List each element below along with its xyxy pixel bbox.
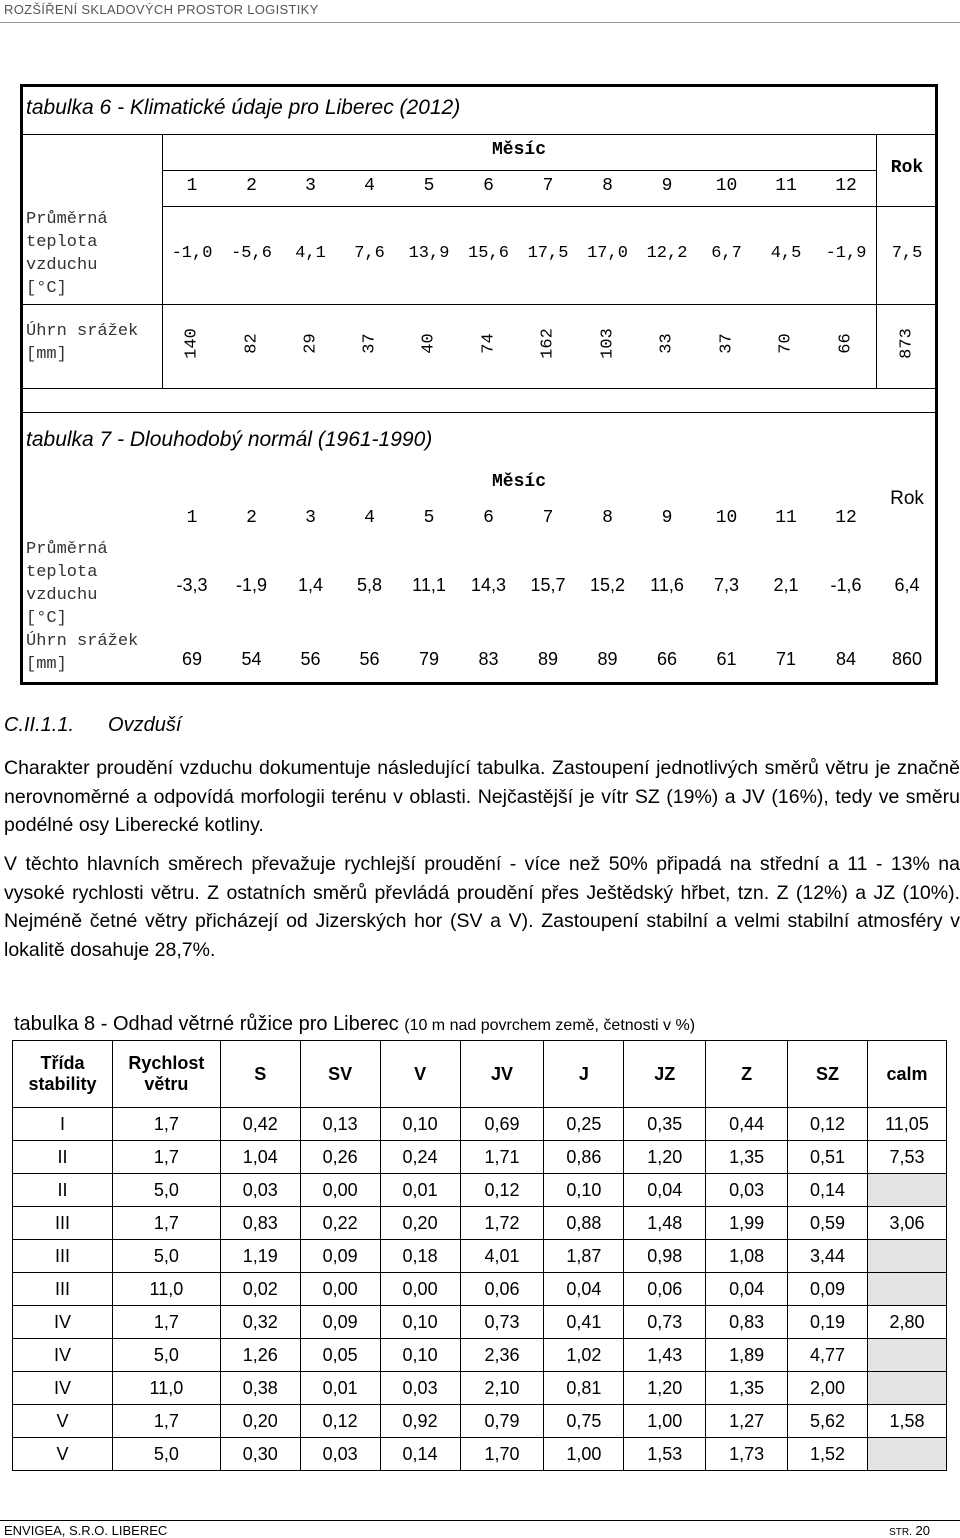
table8-cell: 1,00 <box>624 1405 706 1438</box>
table8-header-cell: calm <box>867 1041 946 1108</box>
table8-cell: 0,92 <box>380 1405 460 1438</box>
table6-rain-cell: 37 <box>717 333 736 354</box>
table7-month-cell: 6 <box>483 508 494 528</box>
table7-temp-label-line: [°C] <box>26 609 67 628</box>
table6-temp-cell: 17,5 <box>527 244 569 263</box>
table7-rain-cell: 89 <box>597 649 618 669</box>
table8-cell: 0,73 <box>624 1306 706 1339</box>
section-number: C.II.1.1. <box>4 714 75 736</box>
table8-cell: 5,0 <box>112 1438 220 1471</box>
table8-cell: II <box>13 1174 113 1207</box>
table7-month-cell: 8 <box>602 508 613 528</box>
table6-temp-cell: 12,2 <box>646 244 688 263</box>
table8-cell: 1,43 <box>624 1339 706 1372</box>
table7-temp-label-line: teplota <box>26 563 98 582</box>
table8-cell: I <box>13 1108 113 1141</box>
table8-cell: 0,14 <box>380 1438 460 1471</box>
table6-rain-cell: 70 <box>776 333 796 354</box>
table8-cell: 0,04 <box>544 1273 624 1306</box>
paragraph-2: V těchto hlavních směrech převažuje rychlejší proudění - více než 50% připadá na střední a 11 - 13% na vysoké rychlosti větru. Z ostatních směrů převládá proudění přes Ještědský hřbet, tzn. Z (12%) a JZ (10%). Nejméně četné větry přicházejí od Jizerských hor (SV a V). Zastoupení stabilní a velmi stabilní atmosféry v lokalitě dosahuje 28,7%. <box>4 853 960 961</box>
table8-cell: 0,59 <box>788 1207 868 1240</box>
table6-month-cell: 1 <box>186 176 198 196</box>
table6-rain-cell: 162 <box>538 328 558 359</box>
table8-cell: II <box>13 1141 113 1174</box>
table7-rain-cell: 66 <box>656 649 678 669</box>
table8-cell: 0,81 <box>544 1372 624 1405</box>
table6-temp-cell: 7,6 <box>354 244 385 263</box>
table6-rain-label-line: [mm] <box>26 345 67 364</box>
table8-cell: 0,13 <box>300 1108 380 1141</box>
table7-temp-cell: 15,7 <box>530 575 566 595</box>
table8-cell: III <box>13 1207 113 1240</box>
footer-page <box>889 1523 930 1538</box>
table8-cell: 0,26 <box>300 1141 380 1174</box>
table8-cell <box>867 1273 946 1306</box>
table8-header-cell: V <box>380 1041 460 1108</box>
table8-cell: 0,10 <box>380 1108 460 1141</box>
table8-cell: 1,20 <box>624 1141 706 1174</box>
table8-cell: 0,25 <box>544 1108 624 1141</box>
table6-month-cell: 2 <box>246 176 257 196</box>
table6-temp-cell: 4,5 <box>770 244 802 263</box>
table6-temp-cell: -1,9 <box>825 244 867 263</box>
table7-rain-cell: 56 <box>359 649 380 669</box>
table8-cell <box>867 1174 946 1207</box>
table6-temp-label-line: vzduchu <box>26 256 98 275</box>
table8-cell: 1,89 <box>706 1339 788 1372</box>
table8-cell: 0,10 <box>380 1339 460 1372</box>
table8-cell: 0,51 <box>788 1141 868 1174</box>
table8-cell: 1,7 <box>112 1207 220 1240</box>
table-row <box>13 1207 947 1240</box>
table6-month-rule <box>162 170 876 171</box>
table6-rain-label-line: Úhrn srážek <box>26 322 139 341</box>
table8-cell: III <box>13 1273 113 1306</box>
table6-temp-cell: 6,7 <box>711 244 742 263</box>
table6-top-rule <box>20 134 938 135</box>
table8-cell: 0,03 <box>300 1438 380 1471</box>
table7-temp-cell: 2,1 <box>773 575 799 595</box>
table8-cell: 2,00 <box>788 1372 868 1405</box>
table7-month-cell: 7 <box>542 508 554 528</box>
table8-cell: 0,14 <box>788 1174 868 1207</box>
table7-month-cell: 2 <box>246 508 257 528</box>
table8-cell: 0,19 <box>788 1306 868 1339</box>
table8-cell: 1,48 <box>624 1207 706 1240</box>
table6-row-rule <box>20 304 938 305</box>
table7-rain-cell: 54 <box>241 649 262 669</box>
table8-cell: 7,53 <box>867 1141 946 1174</box>
table6-bottom-rule <box>20 388 938 389</box>
section-title: Ovzduší <box>108 714 182 736</box>
table8-cell: 1,08 <box>706 1240 788 1273</box>
table8-cell: 0,30 <box>220 1438 300 1471</box>
table7-rain-label-line: [mm] <box>26 655 67 674</box>
table8-cell: 11,0 <box>112 1273 220 1306</box>
table7-temp-cell: -3,3 <box>176 575 208 595</box>
table6-rain-cell: 873 <box>897 328 917 359</box>
table7-month-cell: 5 <box>423 508 435 528</box>
table8-cell: 0,22 <box>300 1207 380 1240</box>
table7-rain-cell: 56 <box>300 649 321 669</box>
table8-cell: 0,10 <box>380 1306 460 1339</box>
table6-month-cell: 7 <box>542 176 554 196</box>
table6-rain-cell: 37 <box>360 333 379 354</box>
table6-month-cell: 8 <box>602 176 613 196</box>
table8-cell: 5,62 <box>788 1405 868 1438</box>
table6-caption: tabulka 6 - Klimatické údaje pro Liberec (2012) <box>26 96 461 119</box>
table6-rain-cell: 66 <box>836 333 856 354</box>
table6-rain-cell: 103 <box>598 328 617 359</box>
table8-cell: 1,58 <box>867 1405 946 1438</box>
wind-rose-table <box>12 1040 947 1471</box>
table8-cell: 0,18 <box>380 1240 460 1273</box>
table8-cell: 1,20 <box>624 1372 706 1405</box>
section-heading <box>4 714 181 737</box>
table8-cell <box>867 1339 946 1372</box>
table8-cell: 2,10 <box>460 1372 544 1405</box>
table7-temp-cell: 1,4 <box>297 575 324 595</box>
table-row <box>13 1372 947 1405</box>
table7-rain-cell: 83 <box>478 649 499 669</box>
table7-month-cell: 4 <box>364 508 375 528</box>
table6-header-rule <box>162 206 938 207</box>
table7-rain-label-line: Úhrn srážek <box>26 632 139 651</box>
table6-month-cell: 5 <box>423 176 435 196</box>
table8-cell: 1,52 <box>788 1438 868 1471</box>
table7-temp-cell: -1,6 <box>830 575 862 595</box>
table8-header-cell: SV <box>300 1041 380 1108</box>
table-row <box>13 1240 947 1273</box>
table8-cell: 0,09 <box>300 1240 380 1273</box>
header-rule <box>0 22 960 23</box>
table8-cell: 0,88 <box>544 1207 624 1240</box>
table8-cell: 0,73 <box>460 1306 544 1339</box>
footer-page-number: 20 <box>915 1523 930 1538</box>
table6-temp-label-line: Průměrná <box>26 210 108 229</box>
table8-cell: 1,7 <box>112 1108 220 1141</box>
table8-header-cell: JZ <box>624 1041 706 1108</box>
table8-cell: 0,04 <box>624 1174 706 1207</box>
table6-rain-cell: 33 <box>657 333 677 354</box>
table6-rain-cell: 82 <box>242 333 261 354</box>
table8-cell <box>867 1438 946 1471</box>
table7-temp-label <box>26 538 138 676</box>
table-row <box>13 1141 947 1174</box>
table8-cell: 0,35 <box>624 1108 706 1141</box>
table6-temp-cell: -5,6 <box>231 244 272 263</box>
table6-month-cell: 10 <box>715 176 738 196</box>
table7-month-cell: 11 <box>775 508 797 528</box>
table8-cell: 0,12 <box>788 1108 868 1141</box>
table8-cell: 1,27 <box>706 1405 788 1438</box>
table8-cell: 0,03 <box>380 1372 460 1405</box>
table8-cell: 0,01 <box>300 1372 380 1405</box>
table7-year-header: Rok <box>890 488 924 509</box>
table8-cell: 1,26 <box>220 1339 300 1372</box>
table8-cell: 11,0 <box>112 1372 220 1405</box>
table8-cell: 11,05 <box>867 1108 946 1141</box>
table8-cell: 0,32 <box>220 1306 300 1339</box>
table7-rain-cell: 69 <box>181 649 203 669</box>
table8-cell: 0,00 <box>300 1174 380 1207</box>
table6-rain-cell: 74 <box>479 333 498 354</box>
table8-cell: 2,36 <box>460 1339 544 1372</box>
table8-cell: 1,00 <box>544 1438 624 1471</box>
table6-temp-cell: -1,0 <box>171 244 213 263</box>
table8-cell: 2,80 <box>867 1306 946 1339</box>
table7-temp-cell: 15,2 <box>589 575 626 595</box>
table8-cell: 0,83 <box>220 1207 300 1240</box>
table6-rain-cell: 140 <box>182 328 202 359</box>
table8-cell: 0,03 <box>706 1174 788 1207</box>
table7-temp-cell: 11,6 <box>650 575 684 595</box>
table8-cell: 0,20 <box>380 1207 460 1240</box>
table7-month-cell: 12 <box>835 508 857 528</box>
table8-header-cell: Z <box>706 1041 788 1108</box>
table8-cell: 0,09 <box>788 1273 868 1306</box>
table8-header-cell: Rychlost větru <box>112 1041 220 1108</box>
table8-header-cell: S <box>220 1041 300 1108</box>
table8-cell: 0,44 <box>706 1108 788 1141</box>
table8-cell: 0,06 <box>624 1273 706 1306</box>
table8-cell: 1,04 <box>220 1141 300 1174</box>
table-row <box>13 1306 947 1339</box>
table8-cell: 3,44 <box>788 1240 868 1273</box>
table8-cell: 1,7 <box>112 1141 220 1174</box>
table-row <box>13 1108 947 1141</box>
table8-cell: 1,99 <box>706 1207 788 1240</box>
table6-month-header: Měsíc <box>491 140 546 160</box>
table8-cell: 4,01 <box>460 1240 544 1273</box>
table7-temp-cell: 14,3 <box>470 575 507 595</box>
table8-header-cell: J <box>544 1041 624 1108</box>
table8-header-cell: SZ <box>788 1041 868 1108</box>
table6-temp-cell: 15,6 <box>468 244 509 263</box>
table8-cell: 1,7 <box>112 1306 220 1339</box>
table8-cell: 0,69 <box>460 1108 544 1141</box>
table7-rain-cell: 84 <box>835 649 857 669</box>
table8-cell: 0,86 <box>544 1141 624 1174</box>
footer-page-prefix: STR. <box>889 1527 912 1538</box>
table6-month-cell: 3 <box>305 176 316 196</box>
table8-cell: 1,02 <box>544 1339 624 1372</box>
table8-cell: 0,04 <box>706 1273 788 1306</box>
table8-cell: IV <box>13 1372 113 1405</box>
table8-cell: 0,12 <box>460 1174 544 1207</box>
table8-cell: IV <box>13 1339 113 1372</box>
table8-cell <box>867 1240 946 1273</box>
table7-month-cell: 10 <box>715 508 738 528</box>
table6-month-cell: 9 <box>661 176 673 196</box>
table8-cell: V <box>13 1438 113 1471</box>
table8-cell: 1,19 <box>220 1240 300 1273</box>
table6-temp-label <box>26 208 108 300</box>
table8-cell: 0,75 <box>544 1405 624 1438</box>
table8-header-cell: JV <box>460 1041 544 1108</box>
table7-temp-cell: -1,9 <box>235 575 268 595</box>
table8-cell: 0,00 <box>300 1273 380 1306</box>
table8-cell: 3,06 <box>867 1207 946 1240</box>
table7-month-cell: 1 <box>186 508 198 528</box>
table6-temp-cell: 4,1 <box>295 244 326 263</box>
table8-cell: 1,35 <box>706 1141 788 1174</box>
table8-cell: 0,05 <box>300 1339 380 1372</box>
table6-month-cell: 6 <box>483 176 494 196</box>
table8-cell: 1,72 <box>460 1207 544 1240</box>
table7-rain-cell: 89 <box>537 649 559 669</box>
table-row <box>13 1438 947 1471</box>
table7-month-cell: 3 <box>305 508 316 528</box>
table8-cell: 1,35 <box>706 1372 788 1405</box>
table-row <box>13 1405 947 1438</box>
table7-caption: tabulka 7 - Dlouhodobý normál (1961-1990) <box>26 428 433 451</box>
table6-rain-cell: 29 <box>301 333 320 354</box>
table6-month-cell: 4 <box>364 176 375 196</box>
table8-cell: 0,06 <box>460 1273 544 1306</box>
table8-cell: 1,70 <box>460 1438 544 1471</box>
table7-rain-cell: 860 <box>891 649 923 669</box>
table7-temp-label-line: Průměrná <box>26 540 108 559</box>
table7-rain-cell: 61 <box>716 649 737 669</box>
table8-cell: 0,24 <box>380 1141 460 1174</box>
table6-temp-cell: 7,5 <box>891 244 923 263</box>
table7-temp-cell: 7,3 <box>713 575 740 595</box>
table6-month-cell: 12 <box>835 176 857 196</box>
table8-cell: 5,0 <box>112 1174 220 1207</box>
table8-cell: 0,09 <box>300 1306 380 1339</box>
table-row <box>13 1339 947 1372</box>
table8-cell: V <box>13 1405 113 1438</box>
table6-year-header: Rok <box>890 158 924 178</box>
table8-cell: 0,03 <box>220 1174 300 1207</box>
table-row <box>13 1174 947 1207</box>
table8-caption-note: (10 m nad povrchem země, četnosti v %) <box>404 1017 696 1034</box>
footer-rule <box>0 1520 960 1521</box>
table8-cell: 0,10 <box>544 1174 624 1207</box>
table6-rain-cell: 40 <box>419 333 439 354</box>
table8-cell: 0,20 <box>220 1405 300 1438</box>
table8-cell: 1,7 <box>112 1405 220 1438</box>
table7-top-rule <box>20 412 938 413</box>
table7-rain-cell: 71 <box>775 649 797 669</box>
table8-cell: 0,98 <box>624 1240 706 1273</box>
table7-temp-label-line: vzduchu <box>26 586 98 605</box>
table6-temp-label-line: [°C] <box>26 279 67 298</box>
table8-cell: 1,87 <box>544 1240 624 1273</box>
table8-cell: 0,79 <box>460 1405 544 1438</box>
table8-cell: 0,02 <box>220 1273 300 1306</box>
table8-cell: 0,38 <box>220 1372 300 1405</box>
table8-cell: 5,0 <box>112 1339 220 1372</box>
table7-temp-cell: 11,1 <box>412 575 446 595</box>
table8-cell: IV <box>13 1306 113 1339</box>
table8-caption-main: tabulka 8 - Odhad větrné růžice pro Liberec <box>14 1013 399 1035</box>
table7-month-cell: 9 <box>661 508 673 528</box>
table8-cell: III <box>13 1240 113 1273</box>
footer-company: ENVIGEA, S.R.O. LIBEREC <box>4 1523 168 1538</box>
table-row <box>13 1273 947 1306</box>
table8-cell: 1,71 <box>460 1141 544 1174</box>
table8-cell <box>867 1372 946 1405</box>
table7-temp-cell: 5,8 <box>356 575 383 595</box>
table8-cell: 0,12 <box>300 1405 380 1438</box>
table7-month-header: Měsíc <box>491 472 546 492</box>
table6-rain-label <box>26 320 138 366</box>
table8-cell: 1,73 <box>706 1438 788 1471</box>
table7-temp-cell: 6,4 <box>894 575 920 595</box>
paragraph-1: Charakter proudění vzduchu dokumentuje následující tabulka. Zastoupení jednotlivých směrů větru je značně nerovnoměrné a odpovídá morfologii terénu v oblasti. Nejčastější je vítr SZ (19%) a JV (16%), tedy ve směru podélné osy Liberecké kotliny. <box>4 757 960 836</box>
table8-cell: 0,83 <box>706 1306 788 1339</box>
table6-month-cell: 11 <box>775 176 797 196</box>
table8-cell: 0,00 <box>380 1273 460 1306</box>
table8-cell: 1,53 <box>624 1438 706 1471</box>
table6-temp-cell: 13,9 <box>408 244 450 263</box>
table8-caption <box>14 1013 695 1036</box>
table8-header-cell: Třída stability <box>13 1041 113 1108</box>
table8-cell: 4,77 <box>788 1339 868 1372</box>
table6-temp-cell: 17,0 <box>587 244 628 263</box>
document-header: ROZŠÍŘENÍ SKLADOVÝCH PROSTOR LOGISTIKY <box>4 2 319 17</box>
table8-cell: 0,01 <box>380 1174 460 1207</box>
table7-rain-cell: 79 <box>418 649 440 669</box>
table6-temp-label-line: teplota <box>26 233 98 252</box>
table8-cell: 0,42 <box>220 1108 300 1141</box>
table8-cell: 5,0 <box>112 1240 220 1273</box>
table8-cell: 0,41 <box>544 1306 624 1339</box>
